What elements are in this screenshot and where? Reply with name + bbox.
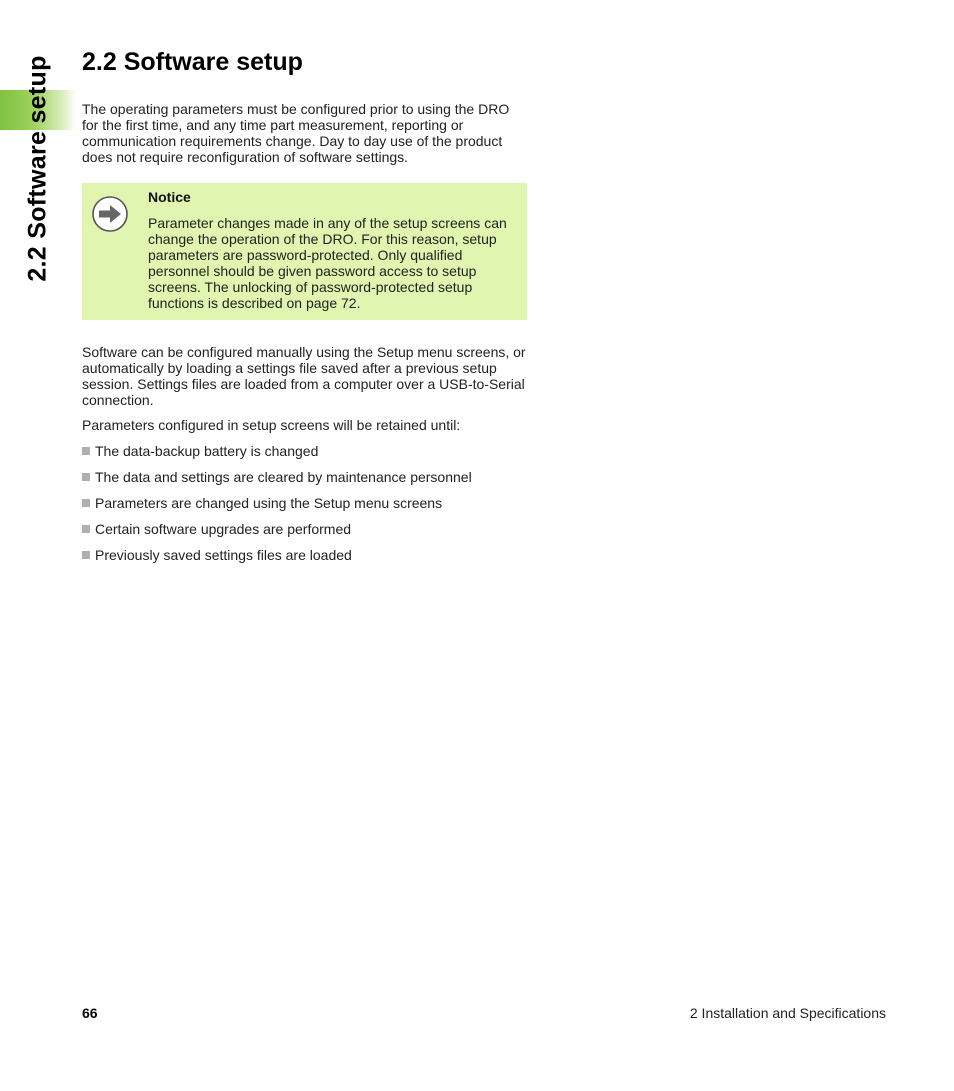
page-title: 2.2 Software setup xyxy=(82,48,303,76)
square-bullet-icon xyxy=(82,473,90,481)
list-item-text: Parameters are changed using the Setup menu screens xyxy=(95,495,443,511)
square-bullet-icon xyxy=(82,447,90,455)
retained-intro: Parameters configured in setup screens will be retained until: xyxy=(82,417,461,433)
list-item-text: Previously saved settings files are loaded xyxy=(95,547,352,563)
list-item-text: Certain software upgrades are performed xyxy=(95,521,352,537)
square-bullet-icon xyxy=(82,499,90,507)
notice-text xyxy=(148,189,517,311)
intro-paragraph: The operating parameters must be configured prior to using the DRO for the first time, and any time part measurement, reporting or communication requirements change. Day to day use of the product does not require reconfiguration of software settings. xyxy=(82,101,510,165)
side-section-title xyxy=(8,48,68,288)
list-item-text: The data and settings are cleared by maintenance personnel xyxy=(95,469,472,485)
notice-title: Notice xyxy=(148,189,191,205)
footer-page-number: 66 xyxy=(82,1005,98,1021)
notice-body: Parameter changes made in any of the setup screens can change the operation of the DRO. For this reason, setup parameters are password-protected. Only qualified personnel should be given password access to setup screens. The unlocking of password-protected setup functions is described on page 72. xyxy=(148,215,507,311)
arrow-right-icon xyxy=(91,195,129,233)
list-item xyxy=(82,521,527,537)
list-item xyxy=(82,469,527,485)
list-item xyxy=(82,495,527,511)
square-bullet-icon xyxy=(82,551,90,559)
list-item xyxy=(82,443,527,459)
side-section-title-text: 2.2 Software setup xyxy=(23,54,52,282)
retained-list xyxy=(82,443,527,563)
main-content xyxy=(82,101,527,573)
list-item xyxy=(82,547,527,563)
square-bullet-icon xyxy=(82,525,90,533)
notice-box xyxy=(82,183,527,320)
list-item-text: The data-backup battery is changed xyxy=(95,443,319,459)
footer-chapter-title: 2 Installation and Specifications xyxy=(689,1005,886,1021)
config-paragraph: Software can be configured manually using the Setup menu screens, or automatically by loading a settings file saved after a previous setup session. Settings files are loaded from a computer over a USB-to-Serial connection. xyxy=(82,344,526,408)
